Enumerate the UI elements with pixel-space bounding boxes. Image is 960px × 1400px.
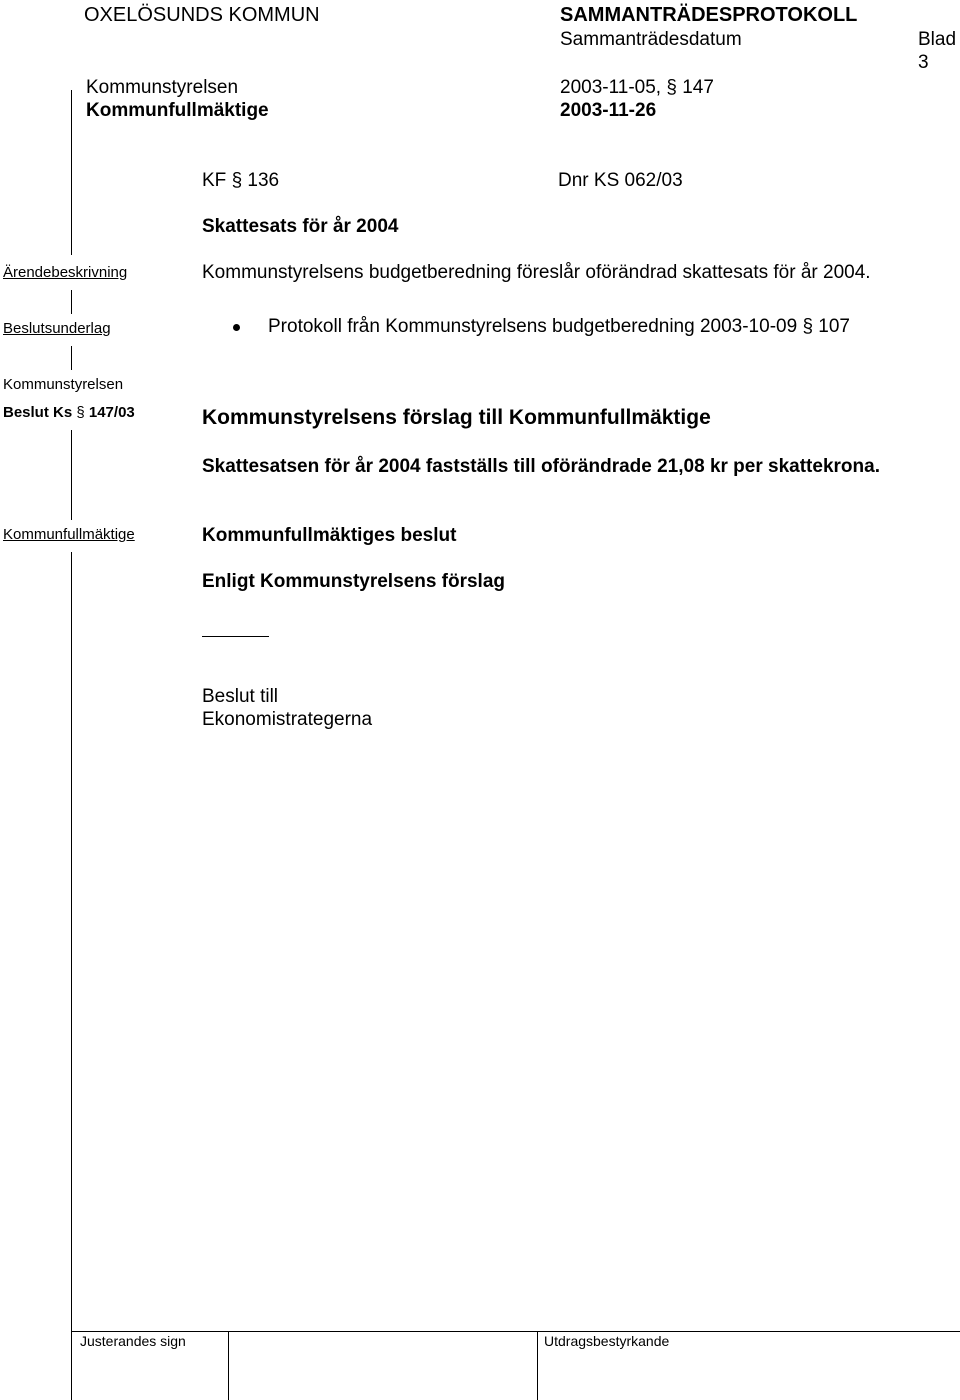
margin-line [71,90,72,255]
kf-decision-heading: Kommunfullmäktiges beslut [202,525,457,546]
margin-line [71,430,72,520]
justerandes-sign-label: Justerandes sign [80,1333,186,1349]
kf-decision-text: Enligt Kommunstyrelsens förslag [202,571,506,592]
document-type: SAMMANTRÄDESPROTOKOLL [560,4,858,26]
ks-meeting-date: 2003-11-05, [560,77,662,98]
footer-divider [228,1331,229,1400]
kf-label: KF [202,170,227,191]
ks-decision-ref [3,404,135,421]
arende-label: Ärendebeskrivning [3,264,128,281]
margin-line [71,346,72,370]
ks-decision-label: Beslut Ks [3,404,73,421]
underlag-item-text: Protokoll från Kommunstyrelsens budgetberedning 2003-10-09 [268,316,798,337]
kf-item-ref [202,170,279,192]
kf-section-label: Kommunfullmäktige [3,526,135,543]
section-symbol: § [802,316,814,337]
body-kommunstyrelsen: Kommunstyrelsen [86,77,239,98]
ks-proposal-text: Skattesatsen för år 2004 fastställs till oförändrade 21,08 kr per skattekrona. [202,456,880,477]
footer-divider [537,1331,538,1400]
body-kommunfullmaktige: Kommunfullmäktige [86,100,269,121]
ks-decision-paragraph: 147/03 [88,404,135,421]
margin-line [71,552,72,1400]
underlag-item-paragraph: 107 [818,316,850,337]
underlag-label: Beslutsunderlag [3,320,111,337]
separator-line [202,636,269,637]
page-label: Blad [918,29,957,50]
distribution-recipient: Ekonomistrategerna [202,709,373,730]
meeting-date-label: Sammanträdesdatum [560,29,742,50]
section-symbol: § [666,77,677,98]
section-symbol: § [76,404,85,421]
ks-meeting-paragraph: 147 [682,77,714,98]
section-symbol: § [231,170,243,191]
diary-number: Dnr KS 062/03 [558,170,683,191]
item-title: Skattesats för år 2004 [202,216,399,237]
kf-meeting-date: 2003-11-26 [560,100,657,121]
municipality-name: OXELÖSUNDS KOMMUN [84,4,320,26]
arende-text: Kommunstyrelsens budgetberedning föreslår oförändrad skattesats för år 2004. [202,262,871,283]
underlag-item [268,316,850,338]
footer-line [71,1331,960,1332]
distribution-label: Beslut till [202,686,279,707]
ks-proposal-heading: Kommunstyrelsens förslag till Kommunfullmäktige [202,406,711,429]
ks-meeting-ref [560,77,714,99]
margin-line [71,290,72,314]
page-number: 3 [918,52,929,73]
bullet-icon [233,324,240,331]
kf-item-number: 136 [247,170,280,191]
utdragsbestyrkande-label: Utdragsbestyrkande [544,1333,670,1349]
ks-section-label: Kommunstyrelsen [3,376,124,393]
